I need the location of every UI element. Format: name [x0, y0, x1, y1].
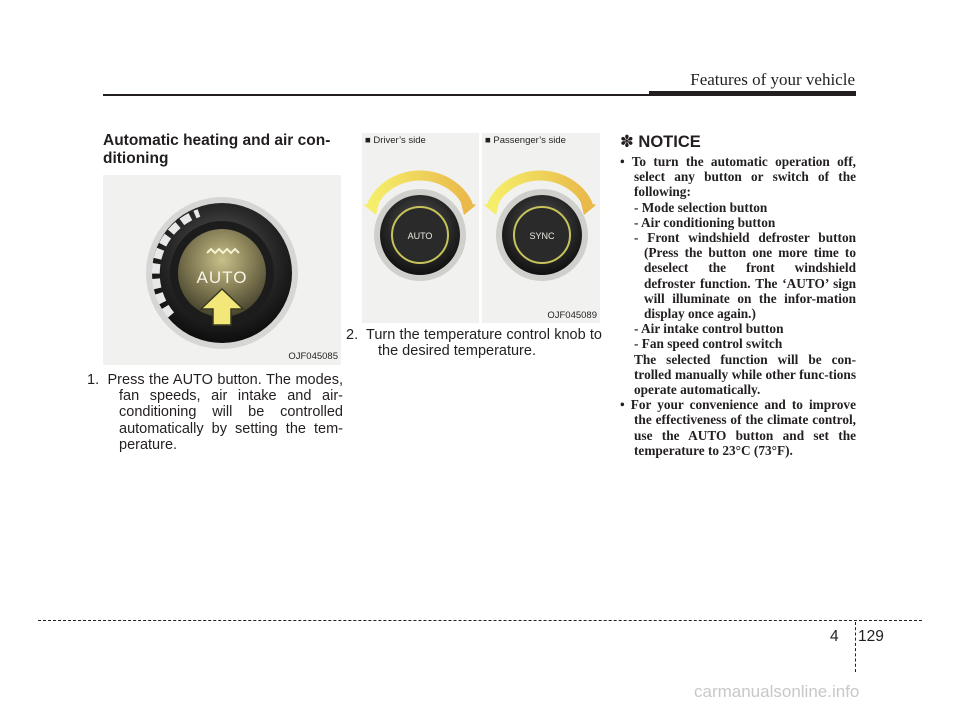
running-header: Features of your vehicle: [690, 70, 855, 89]
section-title: Automatic heating and air con-ditioning: [103, 132, 331, 167]
step-1: 1. Press the AUTO button. The modes, fan speeds, air intake and air-conditioning will be controlled automatically by setting the tem-perature.: [87, 372, 344, 453]
sync-label: SYNC: [529, 231, 555, 241]
footer-dashed-divider: [855, 622, 856, 672]
notice-bullet-2: • For your convenience and to improve the effectiveness of the climate control, use the AUTO button and set the temperature to 23°C (73°F).: [620, 397, 856, 458]
notice-title: ✽ NOTICE: [620, 133, 701, 151]
notice-item: - Front windshield defroster button (Press the button one more time to deselect the front windshield defroster function. The ‘AUTO’ sign will illuminate on the infor-mation display once again.): [634, 230, 856, 322]
footer-dashed-rule: [38, 620, 922, 621]
step-text: Press the AUTO button. The modes, fan speeds, air intake and air-conditioning will be controlled automatically by setting the tem-perature.: [107, 372, 344, 453]
figure-divider: [479, 133, 482, 323]
auto-label: AUTO: [196, 268, 248, 287]
figure-code: OJF045089: [547, 310, 597, 321]
chapter-number: 4: [830, 628, 839, 645]
page-number: 129: [858, 628, 884, 645]
auto-label: AUTO: [407, 231, 433, 241]
figure-temperature-knobs: [362, 133, 600, 323]
notice-item: - Air conditioning button: [634, 214, 776, 230]
driver-temp-knob: [364, 175, 476, 281]
notice-item: - Air intake control button: [634, 321, 784, 337]
notice-bullet-1-closing: The selected function will be con-trolled manually while other func-tions operate automatically.: [634, 351, 856, 398]
step-text: Turn the temperature control knob to the desired temperature.: [366, 327, 602, 360]
figure-code: OJF045085: [288, 351, 338, 362]
header-tab-bar: [649, 91, 856, 96]
notice-item: - Mode selection button: [634, 199, 768, 215]
drivers-side-label: ■ Driver’s side: [365, 135, 426, 146]
notice-bullet-1: • To turn the automatic operation off, select any button or switch of the following:: [620, 154, 856, 200]
passengers-side-label: ■ Passenger’s side: [485, 135, 566, 146]
passenger-temp-knob: [484, 175, 596, 281]
notice-body: [620, 154, 856, 458]
auto-button-illustration: [103, 175, 341, 365]
notice-item: - Fan speed control switch: [634, 336, 783, 352]
watermark: carmanualsonline.info: [694, 682, 860, 701]
figure-auto-button: [103, 175, 341, 365]
step-2: 2. Turn the temperature control knob to the desired temperature.: [346, 327, 602, 360]
